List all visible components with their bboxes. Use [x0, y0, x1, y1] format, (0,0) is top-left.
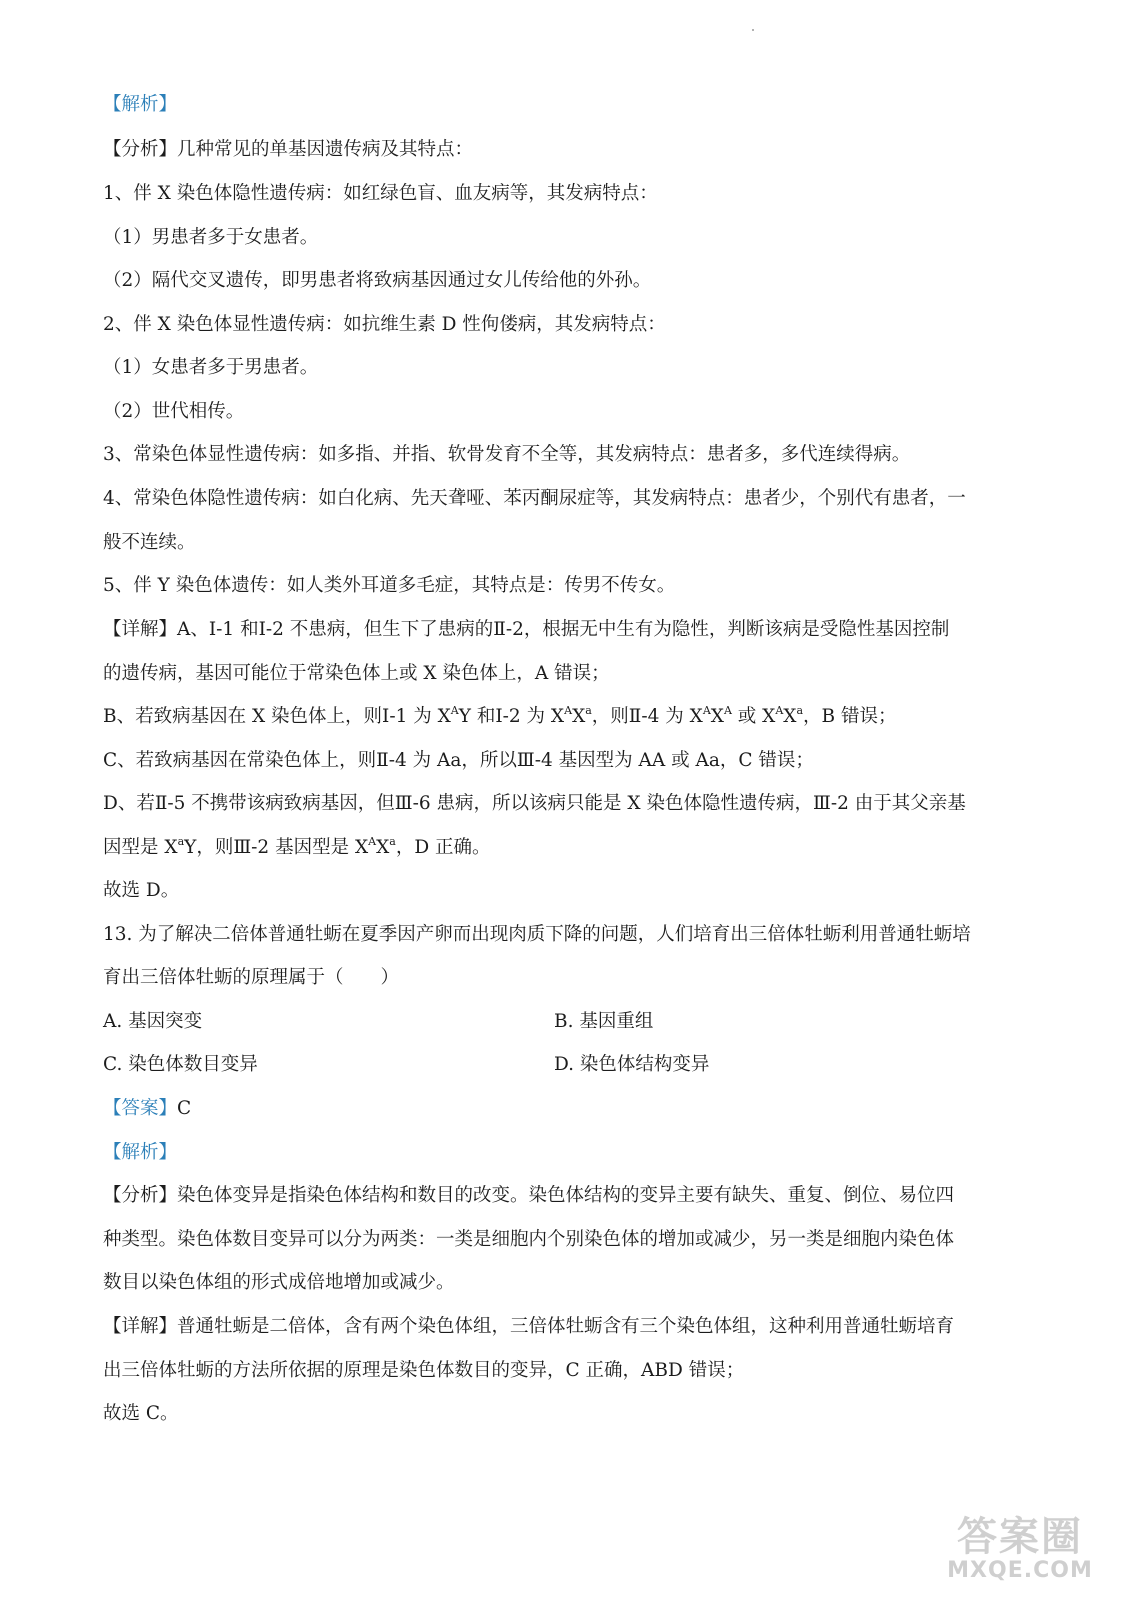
analysis-intro-text: 几种常见的单基因遗传病及其特点：	[177, 139, 474, 160]
detail-d-part: X	[376, 837, 390, 858]
choose-d-line: 故选 D。	[103, 880, 180, 901]
allele-sup: a	[796, 703, 804, 717]
analysis-heading	[103, 93, 1021, 117]
analysis-tag: 【解析】	[103, 1142, 178, 1163]
q13-stem-line-2: 育出三倍体牡蛎的原理属于（ ）	[103, 967, 400, 988]
item3-line: 3、常染色体显性遗传病：如多指、并指、软骨发育不全等，其发病特点：患者多，多代连续得病。	[103, 444, 911, 465]
allele-sup: A	[702, 703, 711, 717]
allele-sup: A	[723, 703, 732, 717]
q13-option-b: B. 基因重组	[554, 1011, 654, 1032]
allele-sup: A	[450, 703, 459, 717]
q13-analysis-line-2: 种类型。染色体数目变异可以分为两类：一类是细胞内个别染色体的增加或减少，另一类是细胞内染色体	[103, 1229, 955, 1250]
q13-detail-text: 普通牡蛎是二倍体，含有两个染色体组，三倍体牡蛎含有三个染色体组，这种利用普通牡蛎培育	[177, 1316, 955, 1337]
item4-line-1: 4、常染色体隐性遗传病：如白化病、先天聋哑、苯丙酮尿症等，其发病特点：患者少，个别代有患者，一	[103, 488, 966, 509]
analysis-sub-tag: 【分析】	[103, 1185, 178, 1206]
item4-line-2: 般不连续。	[103, 532, 196, 553]
q13-answer-value: C	[177, 1098, 192, 1119]
q13-analysis-text: 染色体变异是指染色体结构和数目的改变。染色体结构的变异主要有缺失、重复、倒位、易位四	[177, 1185, 955, 1206]
detail-b-line	[103, 705, 1021, 729]
item1-line: 1、伴 X 染色体隐性遗传病：如红绿色盲、血友病等，其发病特点：	[103, 183, 658, 204]
detail-b-part: B、若致病基因在 X 染色体上，则Ⅰ-1 为 X	[103, 706, 451, 727]
detail-b-part: Y 和Ⅰ-2 为 X	[458, 706, 565, 727]
allele-sup: a	[585, 703, 592, 717]
choose-c-line: 故选 C。	[103, 1403, 179, 1424]
detail-a-line-1	[103, 618, 1021, 642]
item5-line: 5、伴 Y 染色体遗传：如人类外耳道多毛症，其特点是：传男不传女。	[103, 575, 676, 596]
allele-sup: A	[775, 703, 784, 717]
item2-b-line: （2）世代相传。	[103, 401, 245, 422]
q13-analysis-line-3: 数目以染色体组的形式成倍地增加或减少。	[103, 1272, 455, 1293]
analysis-intro-line	[103, 138, 1021, 162]
q13-detail-line-2: 出三倍体牡蛎的方法所依据的原理是染色体数目的变异，C 正确，ABD 错误；	[103, 1360, 745, 1381]
q13-answer-line	[103, 1097, 1021, 1121]
q13-detail-line-1	[103, 1315, 1021, 1339]
detail-a-line-2: 的遗传病，基因可能位于常染色体上或 X 染色体上，A 错误；	[103, 663, 610, 684]
item1-b-line: （2）隔代交叉遗传，即男患者将致病基因通过女儿传给他的外孙。	[103, 270, 652, 291]
allele-sup: a	[177, 834, 185, 848]
detail-b-part: X	[783, 706, 797, 727]
allele-sup: a	[389, 834, 396, 848]
q13-option-c: C. 染色体数目变异	[103, 1054, 258, 1075]
analysis-sub-tag: 【分析】	[103, 139, 178, 160]
q13-analysis-heading	[103, 1141, 1021, 1165]
detail-d-part: Y，则Ⅲ-2 基因型是 X	[184, 837, 369, 858]
detail-b-part: ，则Ⅱ-4 为 X	[591, 706, 703, 727]
item2-line: 2、伴 X 染色体显性遗传病：如抗维生素 D 性佝偻病，其发病特点：	[103, 314, 666, 335]
detail-d-part: ，D 正确。	[395, 837, 491, 858]
item1-a-line: （1）男患者多于女患者。	[103, 227, 319, 248]
detail-b-part: 或 X	[731, 706, 776, 727]
item2-a-line: （1）女患者多于男患者。	[103, 357, 319, 378]
detail-tag: 【详解】	[103, 619, 178, 640]
q13-option-d: D. 染色体结构变异	[554, 1054, 710, 1075]
q13-option-a: A. 基因突变	[103, 1011, 203, 1032]
watermark-bottom-text: MXQE.COM	[947, 1558, 1093, 1583]
detail-b-part: X	[572, 706, 586, 727]
allele-sup: A	[368, 834, 377, 848]
detail-b-part: X	[710, 706, 724, 727]
detail-b-part: ，B 错误；	[803, 706, 897, 727]
q13-stem-line-1: 13. 为了解决二倍体普通牡蛎在夏季因产卵而出现肉质下降的问题，人们培育出三倍体牡蛎利用普通牡蛎培	[103, 924, 971, 945]
detail-d-line-1: D、若Ⅱ-5 不携带该病致病基因，但Ⅲ-6 患病，所以该病只能是 X 染色体隐性遗传病，Ⅲ-2 由于其父亲基	[103, 793, 966, 814]
detail-c-line: C、若致病基因在常染色体上，则Ⅱ-4 为 Aa，所以Ⅲ-4 基因型为 AA 或 Aa，C 错误；	[103, 750, 814, 771]
scan-dot	[752, 29, 754, 31]
answer-tag: 【答案】	[103, 1098, 178, 1119]
q13-analysis-line-1	[103, 1184, 1021, 1208]
detail-d-part: 因型是 X	[103, 837, 178, 858]
watermark-top-text: 答案圈	[957, 1514, 1083, 1560]
analysis-tag: 【解析】	[103, 94, 178, 115]
allele-sup: A	[564, 703, 573, 717]
detail-tag: 【详解】	[103, 1316, 178, 1337]
watermark-logo	[930, 1515, 1110, 1587]
detail-d-line-2	[103, 836, 1021, 860]
detail-a-text: A、Ⅰ-1 和Ⅰ-2 不患病，但生下了患病的Ⅱ-2，根据无中生有为隐性，判断该病是受隐性基因控制	[177, 619, 950, 640]
